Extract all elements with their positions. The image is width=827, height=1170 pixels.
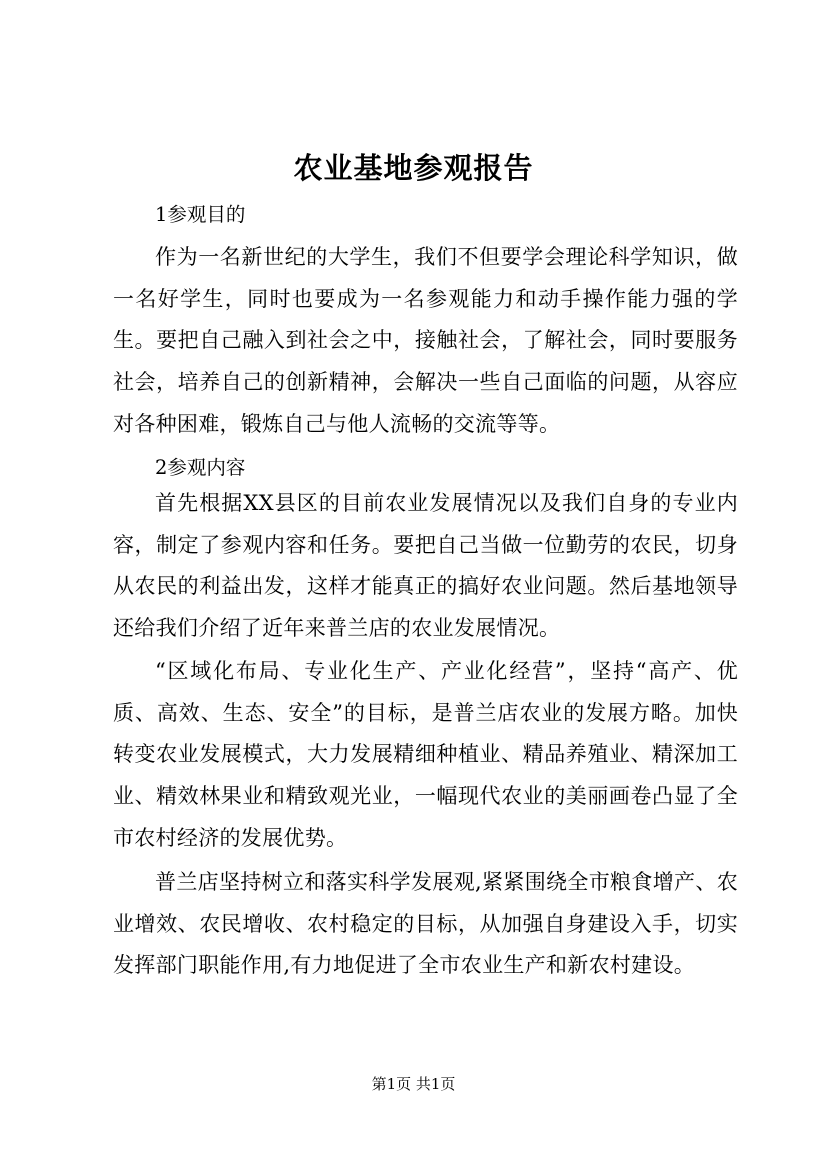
paragraph-content-3: 普兰店坚持树立和落实科学发展观,紧紧围绕全市粮食增产、农业增效、农民增收、农村稳定的目标，从加强自身建设入手，切实发挥部门职能作用,有力地促进了全市农业生产和新农村建设。 bbox=[113, 870, 738, 978]
paragraph-content-2: “区域化布局、专业化生产、产业化经营”，坚持“高产、优质、高效、生态、安全”的目标，是普兰店农业的发展方略。加快转变农业发展模式，大力发展精细种植业、精品养殖业、精深加工业、精效林果业和精致观光业，一幅现代农业的美丽画卷凸显了全市农村经济的发展优势。 bbox=[113, 659, 738, 850]
paragraph-content-1: 首先根据XX县区的目前农业发展情况以及我们自身的专业内容，制定了参观内容和任务。要把自己当做一位勤劳的农民，切身从农民的利益出发，这样才能真正的搞好农业问题。然后基地领导还给我们介绍了近年来普兰店的农业发展情况。 bbox=[113, 491, 738, 641]
section-heading-content: 2参观内容 bbox=[155, 456, 246, 479]
paragraph-purpose: 作为一名新世纪的大学生，我们不但要学会理论科学知识，做一名好学生，同时也要成为一名参观能力和动手操作能力强的学生。要把自己融入到社会之中，接触社会，了解社会，同时要服务社会，培养自己的创新精神，会解决一些自己面临的问题，从容应对各种困难，锻炼自己与他人流畅的交流等等。 bbox=[113, 245, 738, 436]
document-title: 农业基地参观报告 bbox=[293, 151, 534, 185]
section-heading-purpose: 1参观目的 bbox=[155, 203, 246, 226]
page-footer: 第1页 共1页 bbox=[371, 1075, 456, 1093]
